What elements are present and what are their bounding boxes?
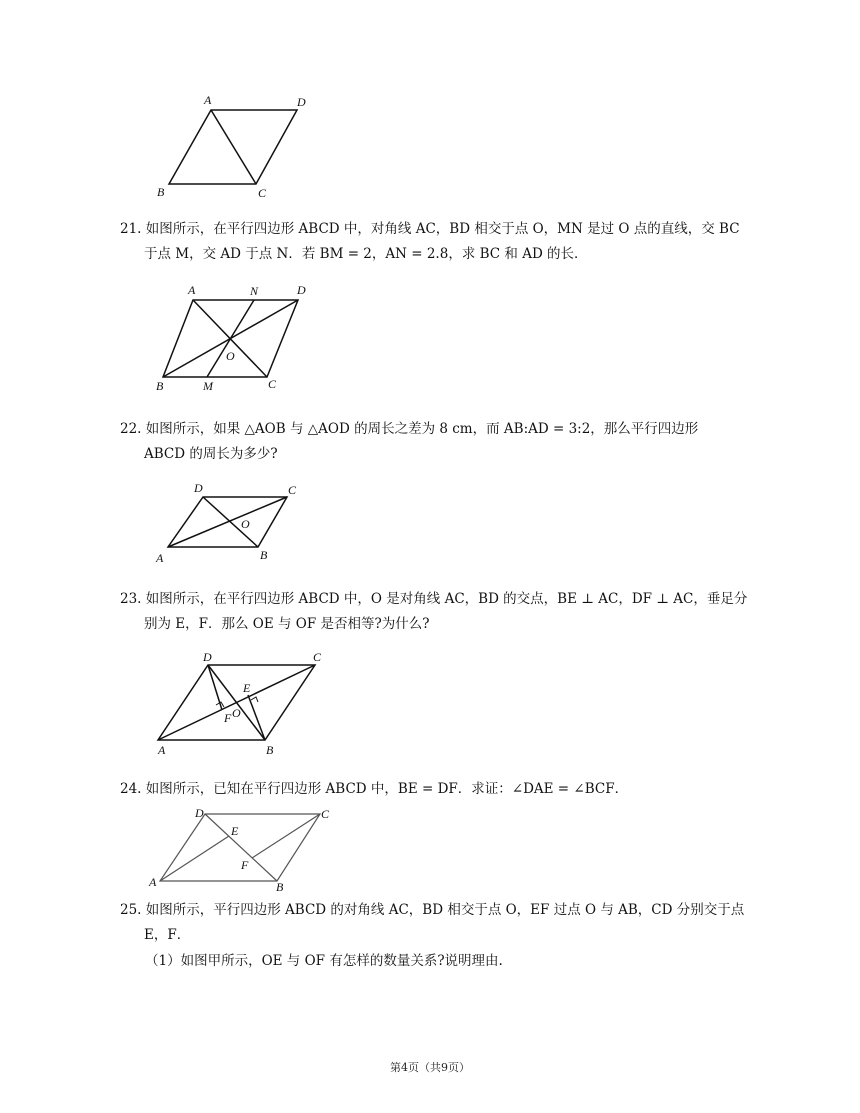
question-25-line-2: E，F． bbox=[144, 927, 191, 943]
diagonal-bd bbox=[203, 497, 258, 547]
figure-q21 bbox=[150, 280, 320, 395]
label-e: E bbox=[231, 824, 239, 838]
diagonal-bd bbox=[208, 665, 265, 740]
label-e: E bbox=[243, 681, 251, 695]
segment-df bbox=[208, 665, 222, 710]
segment-ae bbox=[160, 836, 229, 881]
question-25 bbox=[120, 898, 770, 948]
label-c: C bbox=[321, 807, 330, 821]
label-d: D bbox=[297, 283, 306, 297]
label-a: A bbox=[158, 743, 166, 757]
parallelogram-abcd bbox=[160, 814, 320, 881]
label-a: A bbox=[204, 93, 212, 107]
question-23 bbox=[120, 587, 770, 637]
question-21 bbox=[120, 217, 770, 267]
label-o: O bbox=[226, 349, 235, 363]
figure-q23 bbox=[150, 648, 335, 760]
label-o: O bbox=[241, 517, 250, 531]
question-24 bbox=[120, 777, 770, 802]
label-c: C bbox=[288, 483, 297, 497]
segment-cf bbox=[252, 814, 320, 858]
label-d: D bbox=[203, 650, 212, 664]
segment-be bbox=[248, 695, 265, 740]
label-a: A bbox=[156, 551, 164, 565]
label-f: F bbox=[241, 858, 249, 872]
label-d: D bbox=[195, 806, 204, 820]
label-c: C bbox=[313, 650, 322, 664]
label-c: C bbox=[268, 377, 277, 391]
label-o: O bbox=[232, 706, 241, 720]
line-mn bbox=[207, 300, 254, 377]
question-22-line-2: ABCD 的周长为多少? bbox=[144, 446, 278, 462]
question-25-subquestion-1: （1）如图甲所示，OE 与 OF 有怎样的数量关系?说明理由. bbox=[145, 953, 503, 969]
label-b: B bbox=[260, 548, 268, 562]
question-22 bbox=[120, 417, 770, 467]
label-a: A bbox=[188, 283, 196, 297]
label-n: N bbox=[250, 284, 259, 298]
question-23-line-2: 别为 E，F．那么 OE 与 OF 是否相等?为什么? bbox=[144, 616, 430, 632]
page-footer: 第4页（共9页） bbox=[390, 1061, 470, 1074]
label-d: D bbox=[194, 481, 203, 495]
question-23-line-1: 23. 如图所示，在平行四边形 ABCD 中，O 是对角线 AC，BD 的交点，BE ⊥ AC，DF ⊥ AC，垂足分 bbox=[120, 591, 748, 607]
label-a: A bbox=[149, 875, 157, 889]
right-angle-e bbox=[251, 697, 258, 702]
question-21-line-2: 于点 M，交 AD 于点 N．若 BM = 2，AN = 2.8，求 BC 和 AD 的长． bbox=[144, 246, 588, 262]
label-d: D bbox=[297, 95, 306, 109]
question-24-line-1: 24. 如图所示，已知在平行四边形 ABCD 中，BE = DF．求证：∠DAE = ∠BCF． bbox=[120, 781, 629, 797]
label-f: F bbox=[224, 711, 232, 725]
figure-q24 bbox=[145, 804, 345, 894]
question-22-line-1: 22. 如图所示，如果 △AOB 与 △AOD 的周长之差为 8 cm，而 AB:AD = 3:2，那么平行四边形 bbox=[120, 421, 699, 437]
label-b: B bbox=[266, 743, 274, 757]
label-b: B bbox=[156, 379, 164, 393]
question-21-line-1: 21. 如图所示，在平行四边形 ABCD 中，对角线 AC，BD 相交于点 O，MN 是过 O 点的直线，交 BC bbox=[120, 221, 740, 237]
label-m: M bbox=[203, 379, 213, 393]
figure-q20 bbox=[150, 90, 320, 202]
label-c: C bbox=[258, 186, 267, 200]
figure-q22 bbox=[150, 480, 320, 570]
diagonal-ac bbox=[211, 110, 256, 184]
label-b: B bbox=[157, 185, 165, 199]
question-25-line-1: 25. 如图所示，平行四边形 ABCD 的对角线 AC，BD 相交于点 O，EF 过点 O 与 AB，CD 分别交于点 bbox=[120, 902, 745, 918]
label-b: B bbox=[276, 880, 284, 894]
